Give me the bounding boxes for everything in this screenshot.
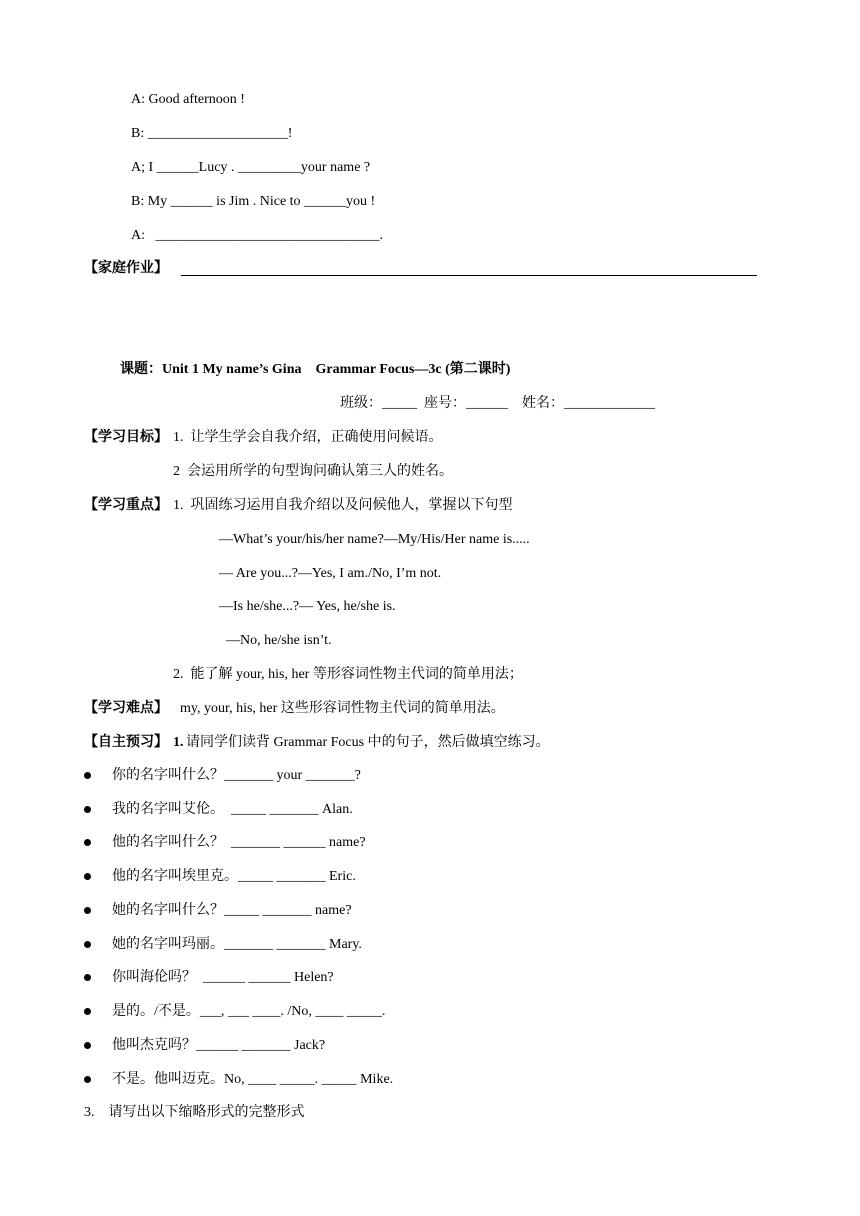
exercise-item: 你的名字叫什么？_______ your _______? (112, 768, 361, 783)
sentence-pattern: —Is he/she...?— Yes, he/she is. (219, 599, 396, 614)
dialogue-line: A: Good afternoon ! (131, 92, 245, 107)
key-points-label: 【学习重点】 (84, 498, 168, 513)
bullet-icon (84, 907, 91, 914)
exercise-item: 她的名字叫玛丽。_______ _______ Mary. (112, 937, 362, 952)
lesson-title: 课题：Unit 1 My name’s Gina Grammar Focus—3c (第二课时) (120, 362, 511, 377)
objective-item: 2 会运用所学的句型询问确认第三人的姓名。 (173, 464, 453, 479)
key-point-item: 2. 能了解 your, his, her 等形容词性物主代词的简单用法； (173, 667, 523, 682)
key-point-item: 1. 巩固练习运用自我介绍以及问候他人，掌握以下句型 (173, 498, 513, 513)
difficulties-label: 【学习难点】 (84, 701, 168, 716)
bullet-icon (84, 806, 91, 813)
bullet-icon (84, 1008, 91, 1015)
preview-text: 请同学们读背 Grammar Focus 中的句子，然后做填空练习。 (186, 735, 550, 750)
sentence-pattern: —What’s your/his/her name?—My/His/Her name is..... (219, 532, 530, 547)
preview-number: 1. (173, 735, 184, 750)
exercise-item: 你叫海伦吗？ ______ ______ Helen? (112, 970, 334, 985)
objectives-label: 【学习目标】 (84, 430, 168, 445)
homework-answer-line (181, 275, 757, 276)
section-3-heading: 3. 请写出以下缩略形式的完整形式 (84, 1105, 305, 1120)
dialogue-line: B: ____________________! (131, 126, 293, 141)
bullet-icon (84, 941, 91, 948)
exercise-item: 他的名字叫什么？ _______ ______ name? (112, 835, 366, 850)
bullet-icon (84, 873, 91, 880)
dialogue-line: B: My ______ is Jim . Nice to ______you ! (131, 194, 376, 209)
sentence-pattern: — Are you...?—Yes, I am./No, I’m not. (219, 566, 442, 581)
dialogue-line: A: ________________________________. (131, 228, 383, 243)
exercise-item: 他的名字叫埃里克。_____ _______ Eric. (112, 869, 356, 884)
sentence-pattern: —No, he/she isn’t. (219, 633, 332, 648)
difficulties-text: my, your, his, her 这些形容词性物主代词的简单用法。 (173, 701, 505, 716)
bullet-icon (84, 839, 91, 846)
exercise-item: 我的名字叫艾伦。 _____ _______ Alan. (112, 802, 353, 817)
exercise-item: 她的名字叫什么？_____ _______ name? (112, 903, 352, 918)
exercise-item: 他叫杰克吗？______ _______ Jack? (112, 1038, 326, 1053)
dialogue-line: A; I ______Lucy . _________your name ? (131, 160, 371, 175)
exercise-item: 不是。他叫迈克。No, ____ _____. _____ Mike. (112, 1072, 394, 1087)
objective-item: 1. 让学生学会自我介绍，正确使用问候语。 (173, 430, 443, 445)
bullet-icon (84, 1042, 91, 1049)
bullet-icon (84, 1076, 91, 1083)
preview-label: 【自主预习】 (84, 735, 168, 750)
exercise-item: 是的。/不是。___, ___ ____. /No, ____ _____. (112, 1004, 386, 1019)
homework-label: 【家庭作业】 (84, 261, 168, 276)
bullet-icon (84, 772, 91, 779)
bullet-icon (84, 974, 91, 981)
student-info-line: 班级：_____ 座号：______ 姓名：_____________ (340, 396, 655, 411)
